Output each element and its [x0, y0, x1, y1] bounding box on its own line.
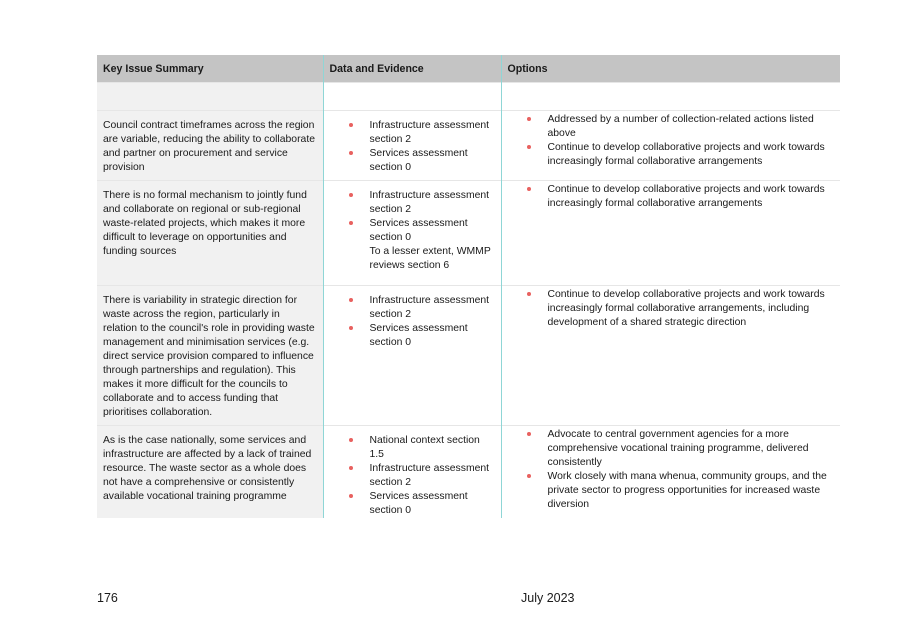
table-row-empty	[97, 83, 840, 111]
evidence-item: Services assessment section 0	[346, 322, 495, 350]
table-row	[97, 181, 840, 286]
issue-text: There is variability in strategic direction for waste across the region, particularly in relation to the council's role in providing waste management and minimisation services (e.g. direct service provision compared to influence through partnerships and regulation). This makes it more difficult for the councils to collaborate and to access funding that prioritises collaboration.	[103, 295, 315, 418]
options-cell	[501, 286, 840, 426]
options-cell	[501, 111, 840, 181]
option-item: Advocate to central government agencies for a more comprehensive vocational training programme, delivered consistently	[524, 428, 833, 470]
table-header-row	[97, 55, 840, 83]
table-row	[97, 111, 840, 181]
evidence-item: Infrastructure assessment section 2	[346, 119, 495, 147]
option-item: Continue to develop collaborative projects and work towards increasingly formal collaborative arrangements, including development of a shared strategic direction	[524, 288, 833, 330]
option-item: Continue to develop collaborative projects and work towards increasingly formal collaborative arrangements	[524, 141, 833, 169]
page-number: 176	[97, 591, 118, 605]
empty-cell	[97, 83, 323, 111]
options-list	[524, 183, 833, 211]
issue-text: Council contract timeframes across the region are variable, reducing the ability to collaborate and partner on procurement and service provision	[103, 120, 315, 173]
evidence-item: Services assessment section 0	[346, 490, 495, 518]
options-cell	[501, 426, 840, 519]
table-row	[97, 286, 840, 426]
option-item: Work closely with mana whenua, community groups, and the private sector to progress opportunities for increased waste diversion	[524, 470, 833, 512]
table-row	[97, 426, 840, 519]
footer-date: July 2023	[521, 591, 575, 605]
evidence-list	[346, 294, 495, 350]
evidence-item: Infrastructure assessment section 2	[346, 294, 495, 322]
evidence-item: To a lesser extent, WMMP reviews section 6	[369, 246, 491, 271]
evidence-list	[346, 189, 495, 273]
option-item: Continue to develop collaborative projects and work towards increasingly formal collaborative arrangements	[524, 183, 833, 211]
header-key-issue-summary: Key Issue Summary	[97, 55, 323, 83]
issue-text: There is no formal mechanism to jointly fund and collaborate on regional or sub-regional waste-related projects, which makes it more difficult to leverage on opportunities and funding sources	[103, 190, 307, 257]
empty-cell	[501, 83, 840, 111]
evidence-cell	[323, 286, 501, 426]
evidence-cell	[323, 426, 501, 519]
issue-cell	[97, 286, 323, 426]
evidence-cell	[323, 111, 501, 181]
evidence-item: Services assessment section 0	[346, 217, 495, 245]
options-list	[524, 113, 833, 169]
evidence-item: Infrastructure assessment section 2	[346, 462, 495, 490]
issue-cell	[97, 426, 323, 519]
evidence-item: National context section 1.5	[346, 434, 495, 462]
key-issues-table	[97, 55, 840, 518]
options-cell	[501, 181, 840, 286]
evidence-list	[346, 434, 495, 518]
header-options: Options	[501, 55, 840, 83]
evidence-list	[346, 119, 495, 175]
evidence-item: Services assessment section 0	[346, 147, 495, 175]
options-list	[524, 428, 833, 512]
issue-cell	[97, 111, 323, 181]
evidence-item: Infrastructure assessment section 2	[346, 189, 495, 217]
header-data-and-evidence: Data and Evidence	[323, 55, 501, 83]
evidence-cell	[323, 181, 501, 286]
issue-text: As is the case nationally, some services and infrastructure are affected by a lack of trained resource. The waste sector as a whole does not have a comprehensive or consistently available vocational training programme	[103, 435, 312, 502]
issue-cell	[97, 181, 323, 286]
options-list	[524, 288, 833, 330]
empty-cell	[323, 83, 501, 111]
option-item: Addressed by a number of collection-related actions listed above	[524, 113, 833, 141]
